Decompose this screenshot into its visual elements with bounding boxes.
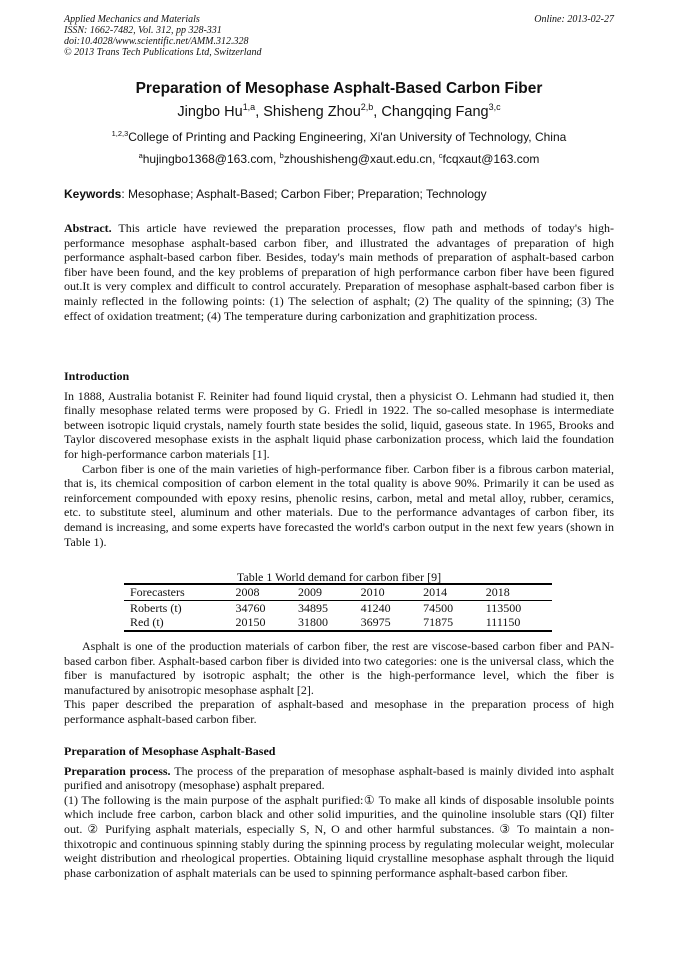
- paper-title: Preparation of Mesophase Asphalt-Based Carbon Fiber: [135, 80, 543, 97]
- email-separator: ,: [432, 152, 439, 166]
- purification-paragraph: (1) The following is the main purpose of the asphalt purified:① To make all kinds of disposable insoluble points which include free carbon, carbon black and other solid impurities, and the quinoline insoluble stars (QI) filter out. ② Purifying asphalt materials, especially S, N, O and other harmful substances. ③ To maintain a non-thixotropic and continuous spinning stably during the spinning process by regulating molecular weight, molecular weight distribution and rheological properties. Obtaining liquid crystalline mesophase asphalt through the liquid phase carbonization of asphalt materials can be used to spinning performance asphalt-based carbon fiber.: [64, 792, 614, 880]
- scope-paragraph: This paper described the preparation of asphalt-based and mesophase in the preparation process of high performance asphalt-based carbon fiber.: [64, 697, 614, 726]
- journal-header: [64, 14, 614, 58]
- doi-line[interactable]: doi:10.4028/www.scientific.net/AMM.312.328: [64, 36, 249, 47]
- email-address[interactable]: hujingbo1368@163.com: [142, 152, 273, 166]
- email-list: [0, 152, 678, 166]
- table-header-cell: 2009: [292, 584, 355, 600]
- journal-name: Applied Mechanics and Materials: [64, 14, 200, 25]
- table-header-cell: 2008: [229, 584, 292, 600]
- keywords-line: [64, 187, 624, 201]
- table-cell: 36975: [355, 615, 418, 631]
- process-text: The process of the preparation of mesophase asphalt-based is mainly divided into asphalt purified and anisotropy (mesophase) asphalt prepared.: [64, 763, 614, 793]
- author-name: Jingbo Hu: [177, 104, 243, 120]
- email-mark: b: [279, 151, 284, 160]
- keywords-text: : Mesophase; Asphalt-Based; Carbon Fiber; Preparation; Technology: [121, 187, 487, 201]
- affiliation-mark: 1,2,3: [111, 129, 129, 138]
- asphalt-paragraph: Asphalt is one of the production materials of carbon fiber, the rest are viscose-based carbon fiber and PAN-based carbon fiber. Asphalt-based carbon fiber is divided into two categories: one is the universal class, which the fiber is manufactured by isotropic asphalt; the other is the high-performance level, which the fiber is manufactured by anisotropic mesophase asphalt [2].: [64, 639, 614, 697]
- table-cell: 111150: [480, 615, 552, 631]
- author-affil-mark: 3,c: [488, 102, 501, 113]
- online-date: Online: 2013-02-27: [534, 14, 614, 25]
- table-cell: Roberts (t): [130, 600, 182, 615]
- keywords-label: Keywords: [64, 187, 122, 201]
- table-cell: 71875: [417, 615, 480, 631]
- intro-paragraph-2: Carbon fiber is one of the main varieties of high-performance fiber. Carbon fiber is a fibrous carbon material, that is, its chemical composition of carbon element in the total quality is above 90%. Primarily it can be used as reinforcement compounded with epoxy resins, phenolic resins, carbon, metal and metal alloy, rubber, ceramics, etc. to substitute steel, aluminum and other materials. Due to the performance advantages of carbon fiber, its demand is increasing, and some experts have forecasted the world's carbon output in the next few years (shown in Table 1).: [64, 461, 614, 549]
- table-cell: 74500: [423, 600, 454, 615]
- process-paragraph: [64, 764, 614, 793]
- table-cell: 20150: [229, 615, 292, 631]
- affiliation-text: College of Printing and Packing Engineering, Xi'an University of Technology, China: [128, 130, 567, 144]
- issn-line: ISSN: 1662-7482, Vol. 312, pp 328-331: [64, 25, 222, 36]
- author-name: Changqing Fang: [381, 104, 489, 120]
- table-header-cell: Forecasters: [124, 584, 229, 600]
- table-cell: 34895: [298, 600, 329, 615]
- demand-table: [124, 583, 552, 632]
- author-list: [0, 104, 678, 120]
- table-cell: 113500: [485, 600, 522, 615]
- introduction-section: [64, 369, 614, 549]
- author-separator: ,: [255, 104, 264, 120]
- table-row: [124, 615, 552, 631]
- copyright-line: © 2013 Trans Tech Publications Ltd, Switzerland: [64, 47, 262, 58]
- table-header-cell: 2018: [480, 584, 552, 600]
- table-header-cell: 2014: [417, 584, 480, 600]
- preparation-heading: Preparation of Mesophase Asphalt-Based: [64, 744, 276, 758]
- affiliation: [0, 130, 678, 144]
- preparation-section: [64, 744, 614, 880]
- author-affil-mark: 1,a: [242, 102, 256, 113]
- process-label: Preparation process.: [64, 763, 171, 778]
- abstract-paragraph: [64, 221, 614, 323]
- introduction-heading: Introduction: [64, 369, 130, 383]
- intro-paragraph-1: In 1888, Australia botanist F. Reiniter had found liquid crystal, then a physicist O. Lehmann had studied it, then finally mesophase related terms were proposed by G. Friedl in 1922. The so-called mesophase is intermediate between isotropic liquid crystals, namely fourth state besides the solid, liquid, gaseous state. In 1965, Brooks and Taylor discovered mesophase exists in the asphalt liquid phase carbonization process, which laid the foundation for high-performance carbon materials [1].: [64, 388, 614, 461]
- author-separator: ,: [373, 104, 382, 120]
- abstract-block: [64, 221, 614, 323]
- author-affil-mark: 2,b: [360, 102, 374, 113]
- table-header-cell: 2010: [355, 584, 418, 600]
- table-cell: Red (t): [124, 615, 229, 631]
- email-mark: c: [438, 151, 443, 160]
- table-cell: 31800: [292, 615, 355, 631]
- table-cell: 41240: [360, 600, 391, 615]
- table-row: [124, 600, 552, 615]
- author-name: Shisheng Zhou: [263, 104, 361, 120]
- post-table-text: [64, 639, 614, 727]
- abstract-text: This article have reviewed the preparation processes, flow path and methods of today's high-performance mesophase asphalt-based carbon fiber, and illustrated the advantages of preparation of high performance asphalt-based carbon fiber. Besides, today's main methods of preparation of asphalt-based carbon fiber have been found, and the key problems of preparation of high performance carbon fiber have been figured out.It is very complex and difficult to control accurately. Preparation of mesophase asphalt-based carbon fiber is mainly reflected in the following points: (1) The selection of asphalt; (2) The quality of the spinning; (3) The effect of oxidation treatment; (4) The temperature during carbonization and graphitization process.: [64, 221, 614, 323]
- abstract-label: Abstract.: [64, 221, 112, 235]
- email-mark: a: [138, 151, 143, 160]
- email-address[interactable]: zhoushisheng@xaut.edu.cn: [283, 152, 433, 166]
- table-caption: Table 1 World demand for carbon fiber [9]: [236, 570, 442, 584]
- email-separator: ,: [273, 152, 280, 166]
- email-address[interactable]: fcqxaut@163.com: [442, 152, 540, 166]
- table-header-row: [124, 584, 552, 600]
- table-cell: 34760: [235, 600, 266, 615]
